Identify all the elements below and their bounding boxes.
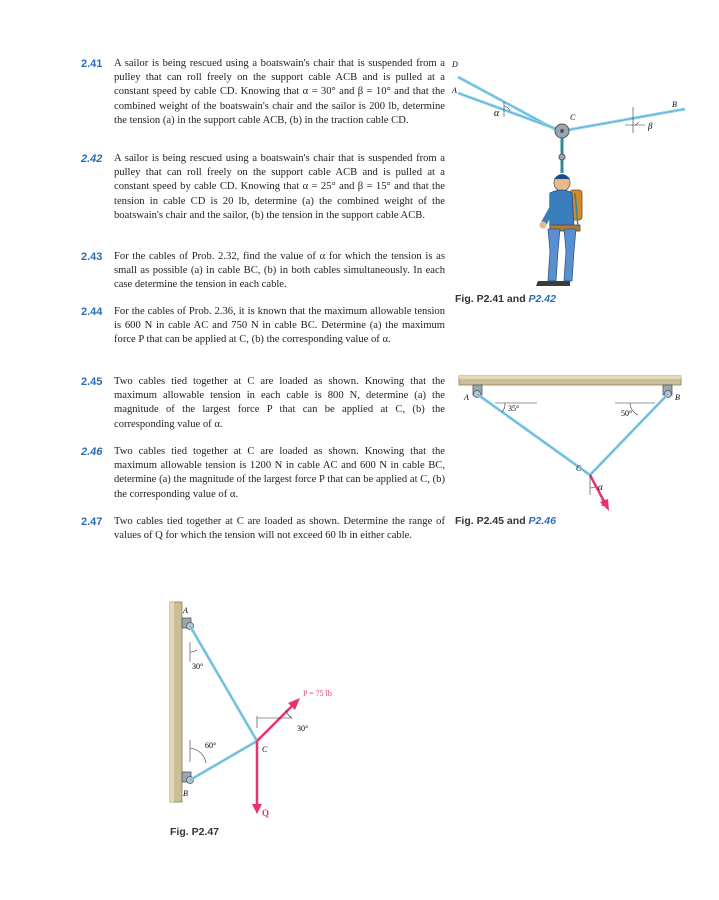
caption-main: Fig. P2.41 and [455, 293, 529, 305]
label-alpha: α [598, 482, 603, 492]
caption-fig-p2-45 [455, 515, 556, 527]
problem-number: 2.42 [81, 153, 103, 165]
problem-text: For the cables of Prob. 2.36, it is known that the maximum allowable tension is 600 N in cable AC and 750 N in cable BC. Determine (a) the maximum force P that can be applied at C, (b) the corresponding value of α. [114, 306, 445, 346]
problem-number: 2.45 [81, 376, 103, 388]
label-angle-50: 50° [621, 409, 633, 418]
problem-text: Two cables tied together at C are loaded as shown. Knowing that the maximum allowable tension is 1200 N in cable AC and 600 N in cable BC, determine (a) the magnitude of the largest force P that can be applied at C, (b) the corresponding value of α. [114, 446, 445, 500]
problem-2-43 [81, 250, 445, 293]
force-q-arrowhead [252, 804, 262, 814]
figure-p2-45 [455, 370, 685, 515]
label-b: B [183, 789, 188, 798]
problem-text: Two cables tied together at C are loaded as shown. Knowing that the maximum allowable tension in each cable is 800 N, determine (a) the magnitude of the largest force P that can be applied at C, (b) the corresponding value of α. [114, 376, 445, 430]
problem-text: A sailor is being rescued using a boatswain's chair that is suspended from a pulley that can roll freely on the support cable ACB and is pulled at a constant speed by cable CD. Knowing that α = 25° and β = 15° and that the tension in cable CD is 20 lb, determine (a) the combined weight of the boatswain's chair and the sailor, (b) the tension in the support cable ACB. [114, 153, 445, 221]
problem-2-45 [81, 375, 445, 432]
label-alpha: α [494, 108, 500, 119]
label-angle-35: 35° [508, 404, 520, 413]
label-angle-30-c: 30° [297, 724, 309, 733]
label-b: B [675, 393, 680, 402]
label-p: P = 75 lb [303, 689, 332, 698]
label-p: P [601, 498, 607, 508]
problem-number: 2.44 [81, 306, 103, 318]
problem-2-46 [81, 445, 445, 502]
caption-fig-p2-41 [455, 293, 556, 305]
problem-2-47 [81, 515, 445, 543]
label-d: D [452, 60, 458, 69]
problem-2-44 [81, 305, 445, 348]
sailor-figure [536, 174, 582, 286]
label-b: B [672, 100, 677, 109]
force-p [257, 704, 294, 741]
label-q: Q [262, 808, 270, 818]
label-angle-60: 60° [205, 741, 217, 750]
problem-number: 2.47 [81, 516, 103, 528]
figure-p2-47 [160, 600, 360, 830]
problem-text: For the cables of Prob. 2.32, find the value of α for which the tension is as small as possible (a) in cable BC, (b) in both cables simultaneously. In each case determine the tension in each cable. [114, 251, 445, 291]
label-c: C [262, 745, 268, 754]
label-angle-30-top: 30° [192, 662, 204, 671]
problem-number: 2.41 [81, 58, 103, 70]
caption-fig-p2-47: Fig. P2.47 [170, 826, 220, 838]
label-c: C [570, 113, 576, 122]
label-a: A [183, 606, 188, 615]
problem-number: 2.43 [81, 251, 103, 263]
problem-text: A sailor is being rescued using a boatswain's chair that is suspended from a pulley that can roll freely on the support cable ACB and is pulled at a constant speed by cable CD. Knowing that α = 30° and β = 10° and that the combined weight of the boatswain's chair and the sailor is 200 lb, determine the tension (a) in the support cable ACB, (b) in the traction cable CD. [114, 58, 445, 126]
label-beta: β [648, 121, 653, 131]
caption-alt: P2.46 [528, 515, 556, 527]
problem-2-42 [81, 152, 445, 223]
label-a: A [452, 86, 457, 95]
caption-alt: P2.42 [528, 293, 556, 305]
problem-text: Two cables tied together at C are loaded as shown. Determine the range of values of Q for which the tension will not exceed 60 lb in either cable. [114, 516, 445, 542]
problem-number: 2.46 [81, 446, 103, 458]
caption-main: Fig. P2.45 and [455, 515, 529, 527]
problem-2-41 [81, 57, 445, 128]
figure-p2-41 [450, 55, 695, 290]
label-a: A [464, 393, 469, 402]
label-c: C [576, 464, 582, 473]
